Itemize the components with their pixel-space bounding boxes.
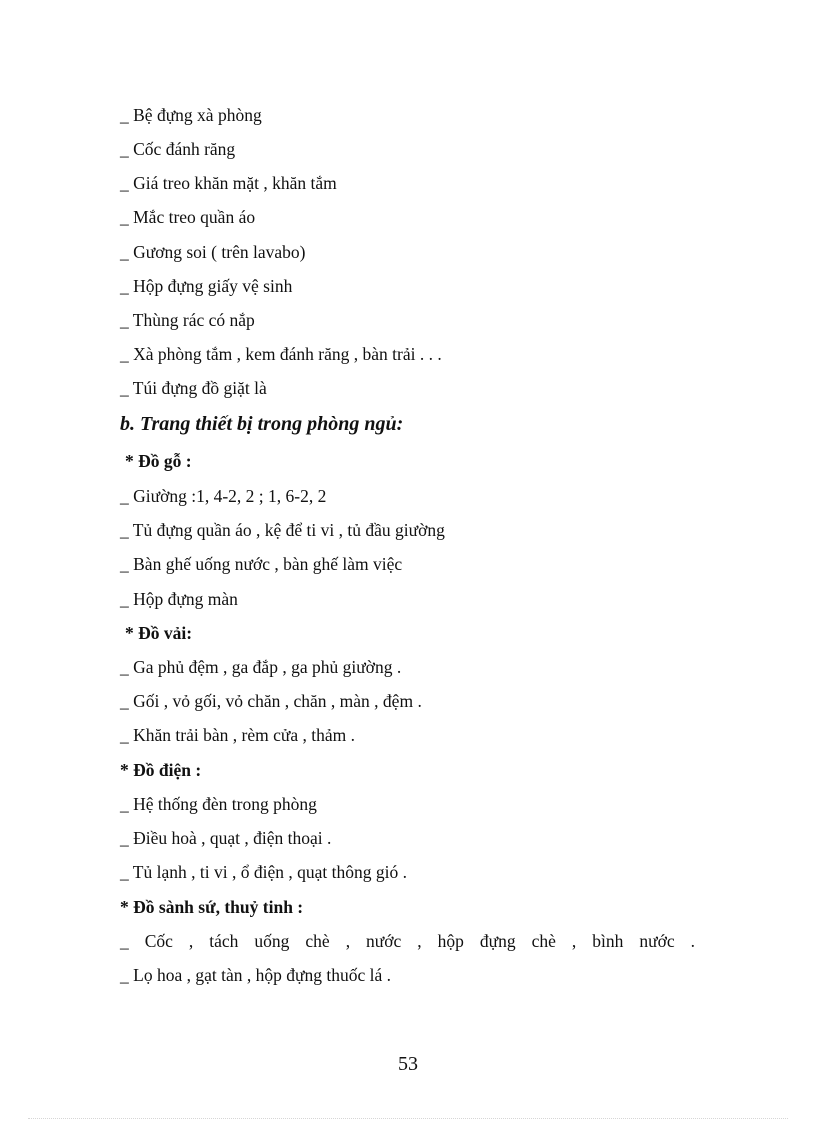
list-item-toothbrush-cup: _ Cốc đánh răng (120, 139, 236, 159)
list-item-towel-rack: _ Giá treo khăn mặt , khăn tắm (120, 173, 337, 193)
list-item-bed-sheets: _ Ga phủ đệm , ga đắp , ga phủ giường . (120, 657, 402, 677)
subheading-wood: * Đồ gỗ : (125, 451, 192, 471)
list-item-fridge-tv: _ Tủ lạnh , ti vi , ổ điện , quạt thông gió . (120, 862, 407, 882)
list-item-net-box: _ Hộp đựng màn (120, 589, 238, 609)
list-item-tables-chairs: _ Bàn ghế uống nước , bàn ghế làm việc (120, 554, 403, 574)
list-item-air-conditioning: _ Điều hoà , quạt , điện thoại . (120, 828, 332, 848)
list-item-toilet-paper-box: _ Hộp đựng giấy vệ sinh (120, 276, 293, 296)
list-item-pillows: _ Gối , vỏ gối, vỏ chăn , chăn , màn , đệm . (120, 691, 422, 711)
list-item-toiletries: _ Xà phòng tắm , kem đánh răng , bàn trải . . . (120, 344, 442, 364)
list-item-wardrobe: _ Tủ đựng quần áo , kệ để ti vi , tủ đầu giường (120, 520, 445, 540)
page-bottom-divider (28, 1118, 788, 1119)
list-item-laundry-bag: _ Túi đựng đồ giặt là (120, 378, 267, 398)
subheading-fabric: * Đồ vải: (125, 623, 193, 643)
list-item-bed: _ Giường :1, 4-2, 2 ; 1, 6-2, 2 (120, 486, 327, 506)
list-item-lighting: _ Hệ thống đèn trong phòng (120, 794, 317, 814)
list-item-table-cloth: _ Khăn trải bàn , rèm cửa , thảm . (120, 725, 355, 745)
list-item-soap-dish: _ Bệ đựng xà phòng (120, 105, 262, 125)
list-item-cups: _ Cốc , tách uống chè , nước , hộp đựng chè , bình nước . (120, 931, 695, 951)
list-item-mirror: _ Gương soi ( trên lavabo) (120, 242, 306, 262)
subheading-porcelain: * Đồ sành sứ, thuỷ tinh : (120, 897, 304, 917)
list-item-clothes-hanger: _ Mắc treo quần áo (120, 207, 256, 227)
page-number: 53 (398, 1053, 418, 1075)
section-heading-bedroom: b. Trang thiết bị trong phòng ngủ: (120, 413, 404, 435)
list-item-vase: _ Lọ hoa , gạt tàn , hộp đựng thuốc lá . (120, 965, 391, 985)
list-item-trash-bin: _ Thùng rác có nắp (120, 310, 255, 330)
subheading-electric: * Đồ điện : (120, 760, 202, 780)
